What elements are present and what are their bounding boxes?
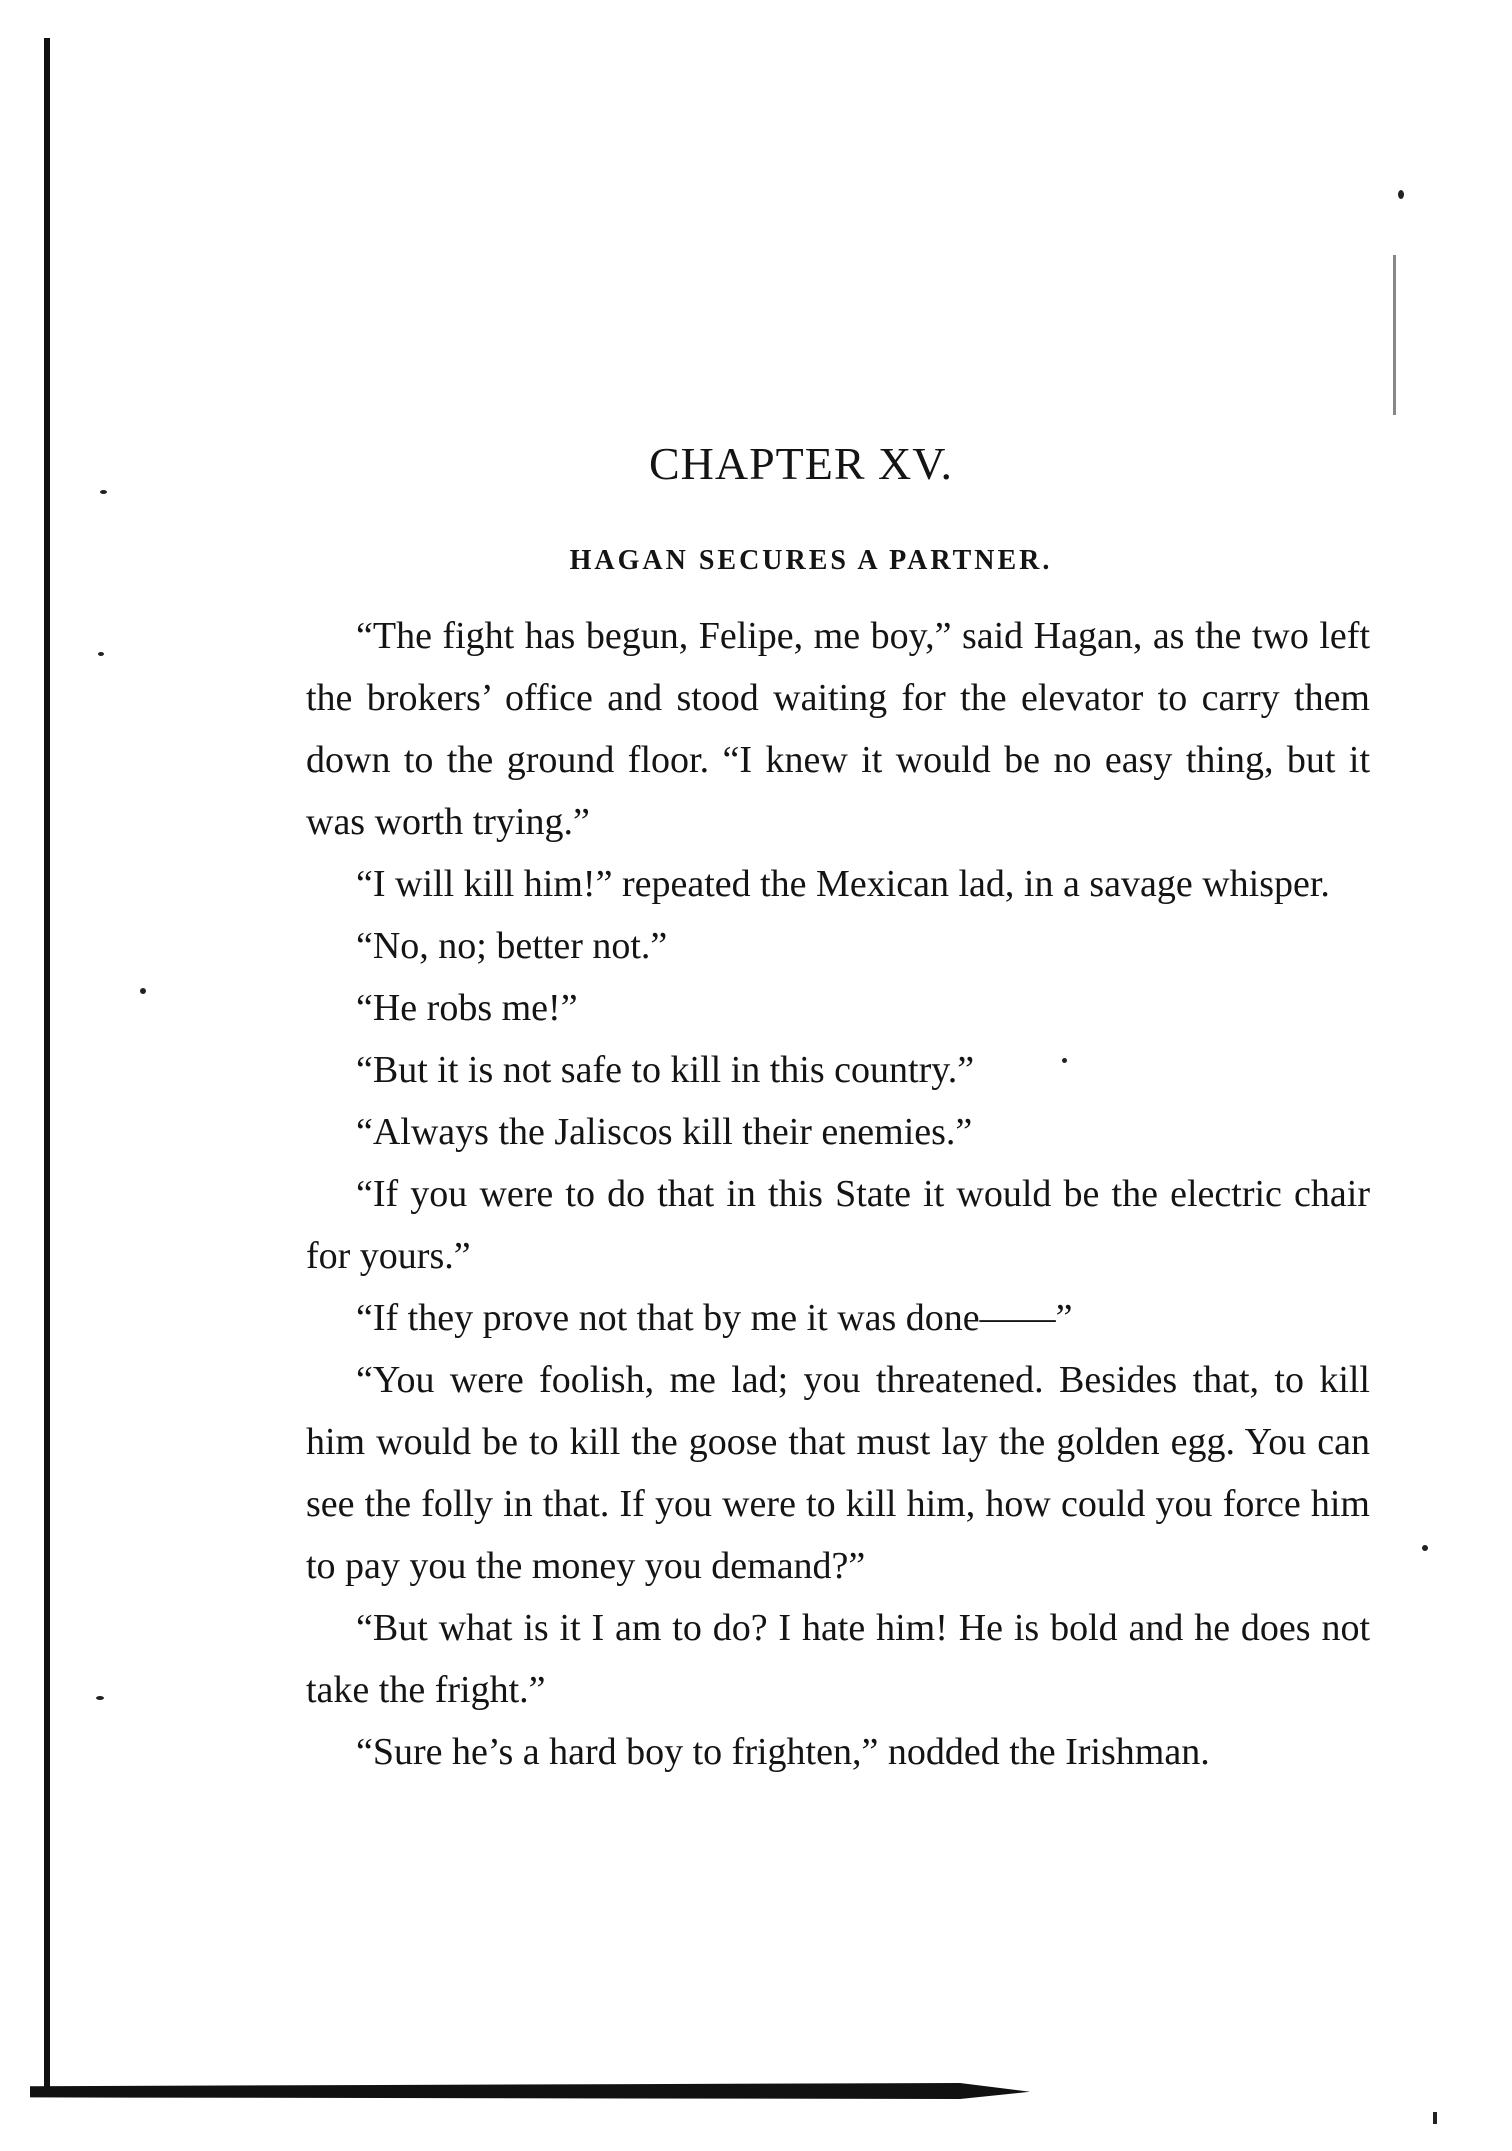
paragraph: “But it is not safe to kill in this country.” (356, 1049, 975, 1091)
scan-speck (100, 490, 107, 494)
paragraph: “If you were to do that in this State it would be the electric chair for yours.” (306, 1173, 1370, 1277)
scan-speck (1398, 190, 1404, 199)
scan-speck (98, 652, 104, 656)
paragraph: “He robs me!” (356, 987, 578, 1029)
paragraph: “You were foolish, me lad; you threatened. Besides that, to kill him would be to kill the goose that must lay the golden egg. You can see the folly in that. If you were to kill him, how could you force him to pay you the money you demand?” (306, 1359, 1370, 1587)
paragraph: “If they prove not that by me it was done——” (356, 1297, 1073, 1339)
scan-speck (1422, 1545, 1428, 1551)
chapter-body (306, 605, 1370, 1783)
paragraph: “No, no; better not.” (356, 925, 668, 967)
paragraph: “But what is it I am to do? I hate him! He is bold and he does not take the fright.” (306, 1607, 1370, 1711)
scan-speck (140, 988, 146, 994)
paragraph: “Always the Jaliscos kill their enemies.” (356, 1111, 973, 1153)
scan-speck (1433, 2112, 1437, 2124)
binding-edge-line (44, 38, 50, 2090)
chapter-title: CHAPTER XV. (648, 438, 954, 489)
scan-speck (1393, 255, 1396, 415)
paragraph: “I will kill him!” repeated the Mexican lad, in a savage whisper. (356, 863, 1330, 905)
bottom-rule (30, 2083, 1030, 2099)
chapter-subtitle: HAGAN SECURES A PARTNER. (569, 545, 1053, 576)
paragraph: “Sure he’s a hard boy to frighten,” nodded the Irishman. (356, 1731, 1210, 1773)
paragraph: “The fight has begun, Felipe, me boy,” said Hagan, as the two left the brokers’ office and stood waiting for the elevator to carry them down to the ground floor. “I knew it would be no easy thing, but it was worth trying.” (306, 615, 1370, 843)
scan-speck (96, 1696, 104, 1700)
